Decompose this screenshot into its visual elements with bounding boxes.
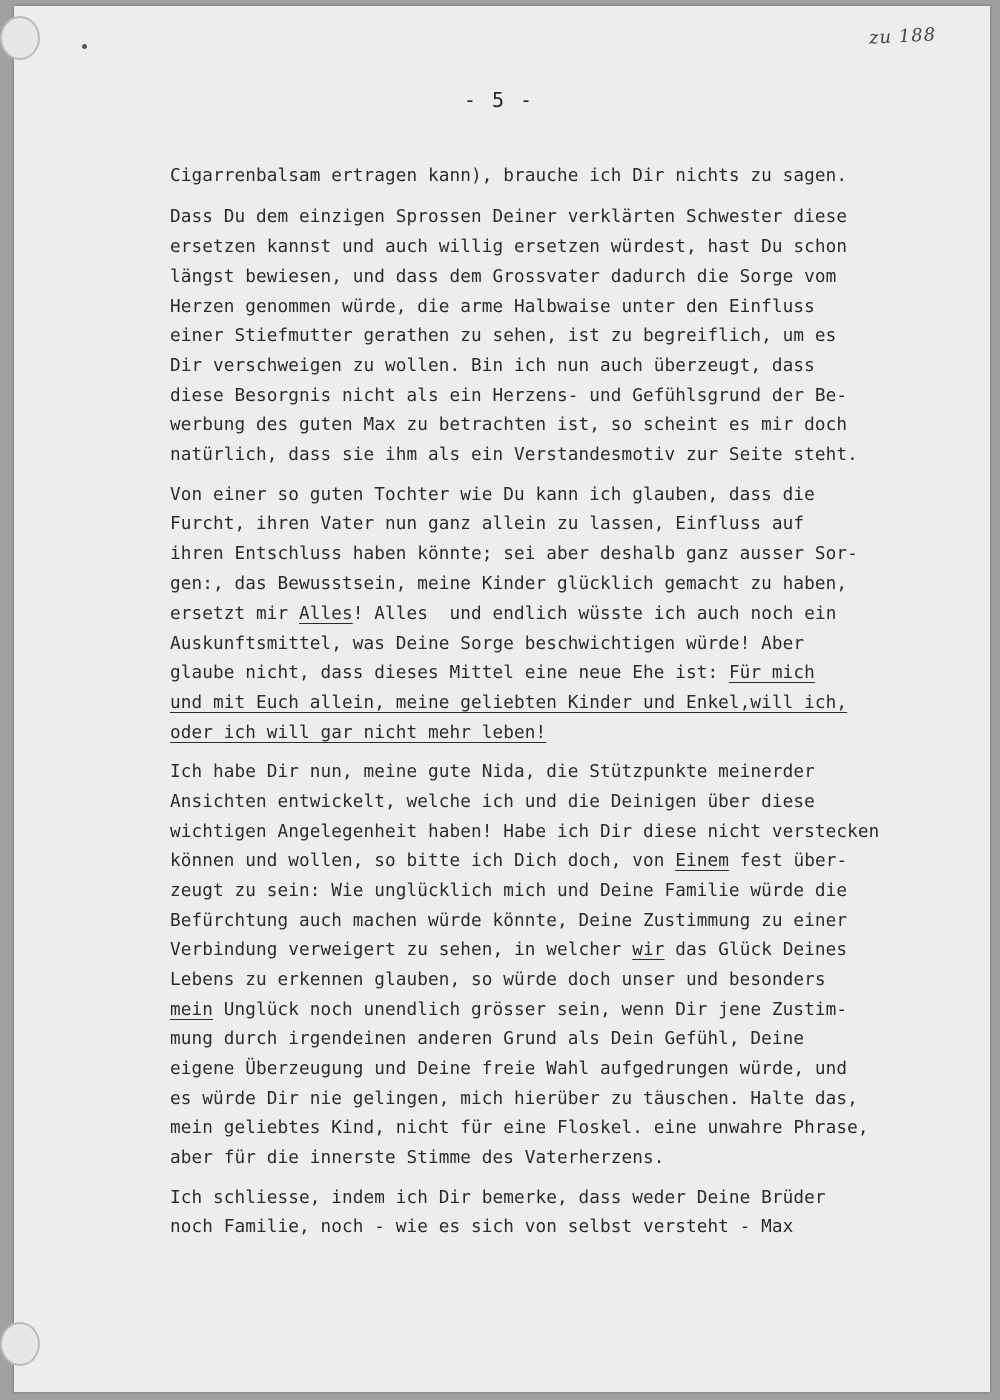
text-segment: können und wollen, so bitte ich Dich doch, von (170, 851, 676, 871)
underlined-line: und mit Euch allein, meine geliebten Kinder und Enkel,will ich, (170, 693, 848, 713)
underlined-word: Alles (299, 604, 353, 624)
underlined-line: oder ich will gar nicht mehr leben! (170, 723, 547, 743)
text-line: eigene Überzeugung und Deine freie Wahl aufgedrungen würde, und (170, 1059, 848, 1079)
archive-handwritten-note: zu 188 (868, 24, 937, 49)
text-line: mein geliebtes Kind, nicht für eine Floskel. eine unwahre Phrase, (170, 1118, 869, 1138)
text-line: ersetzen kannst und auch willig ersetzen würdest, hast Du schon (170, 237, 848, 257)
text-line: Befürchtung auch machen würde könnte, Deine Zustimmung zu einer (170, 911, 848, 931)
text-line: zeugt zu sein: Wie unglücklich mich und Deine Familie würde die (170, 881, 848, 901)
text-line: aber für die innerste Stimme des Vaterherzens. (170, 1148, 665, 1168)
underlined-word: wir (632, 940, 665, 960)
text-line: Furcht, ihren Vater nun ganz allein zu lassen, Einfluss auf (170, 514, 805, 534)
underlined-phrase: Für mich (728, 663, 815, 683)
text-line: Dir verschweigen zu wollen. Bin ich nun auch überzeugt, dass (170, 356, 815, 376)
text-line: wichtigen Angelegenheit haben! Habe ich Dir diese nicht verstecken (170, 822, 880, 842)
text-line: noch Familie, noch - wie es sich von selbst versteht - Max (170, 1217, 794, 1237)
text-segment: ersetzt mir (170, 604, 299, 624)
text-line: werbung des guten Max zu betrachten ist, so scheint es mir doch (170, 415, 848, 435)
page-number: - 5 - (463, 88, 535, 112)
text-segment: Unglück noch unendlich grösser sein, wenn Dir jene Zustim- (213, 1000, 848, 1020)
text-line (170, 1002, 847, 1020)
text-segment: glaube nicht, dass dieses Mittel eine neue Ehe ist: (170, 663, 729, 683)
letter-body (14, 6, 990, 1392)
text-line (170, 942, 847, 960)
text-line (170, 853, 847, 871)
text-line: ihren Entschluss haben könnte; sei aber deshalb ganz ausser Sor- (170, 544, 858, 564)
text-line: diese Besorgnis nicht als ein Herzens- und Gefühlsgrund der Be- (170, 386, 848, 406)
text-line (170, 665, 815, 683)
text-line: Auskunftsmittel, was Deine Sorge beschwichtigen würde! Aber (170, 634, 805, 654)
text-line: natürlich, dass sie ihm als ein Verstandesmotiv zur Seite steht. (170, 445, 858, 465)
text-line: Dass Du dem einzigen Sprossen Deiner verklärten Schwester diese (170, 207, 848, 227)
text-line: Ansichten entwickelt, welche ich und die Deinigen über diese (170, 792, 815, 812)
text-line: Herzen genommen würde, die arme Halbwaise unter den Einfluss (170, 297, 815, 317)
text-line: mung durch irgendeinen anderen Grund als Dein Gefühl, Deine (170, 1029, 805, 1049)
underlined-word: Einem (675, 851, 729, 871)
text-line: Ich schliesse, indem ich Dir bemerke, dass weder Deine Brüder (170, 1188, 826, 1208)
text-line: längst bewiesen, und dass dem Grossvater dadurch die Sorge vom (170, 267, 837, 287)
underlined-word: mein (170, 1000, 213, 1020)
text-line: einer Stiefmutter gerathen zu sehen, ist zu begreiflich, um es (170, 326, 837, 346)
text-line: gen:, das Bewusstsein, meine Kinder glücklich gemacht zu haben, (170, 574, 848, 594)
document-page (14, 6, 990, 1392)
text-segment: Verbindung verweigert zu sehen, in welcher (170, 940, 633, 960)
text-line (170, 606, 836, 624)
text-line: Ich habe Dir nun, meine gute Nida, die Stützpunkte meinerder (170, 762, 815, 782)
text-line: Lebens zu erkennen glauben, so würde doch unser und besonders (170, 970, 826, 990)
text-line: Cigarrenbalsam ertragen kann), brauche ich Dir nichts zu sagen. (170, 166, 848, 186)
text-segment: das Glück Deines (664, 940, 848, 960)
text-line: es würde Dir nie gelingen, mich hierüber zu täuschen. Halte das, (170, 1089, 858, 1109)
text-segment: fest über- (728, 851, 848, 871)
text-line: Von einer so guten Tochter wie Du kann ich glauben, dass die (170, 485, 815, 505)
text-segment: ! Alles und endlich wüsste ich auch noch ein (352, 604, 837, 624)
